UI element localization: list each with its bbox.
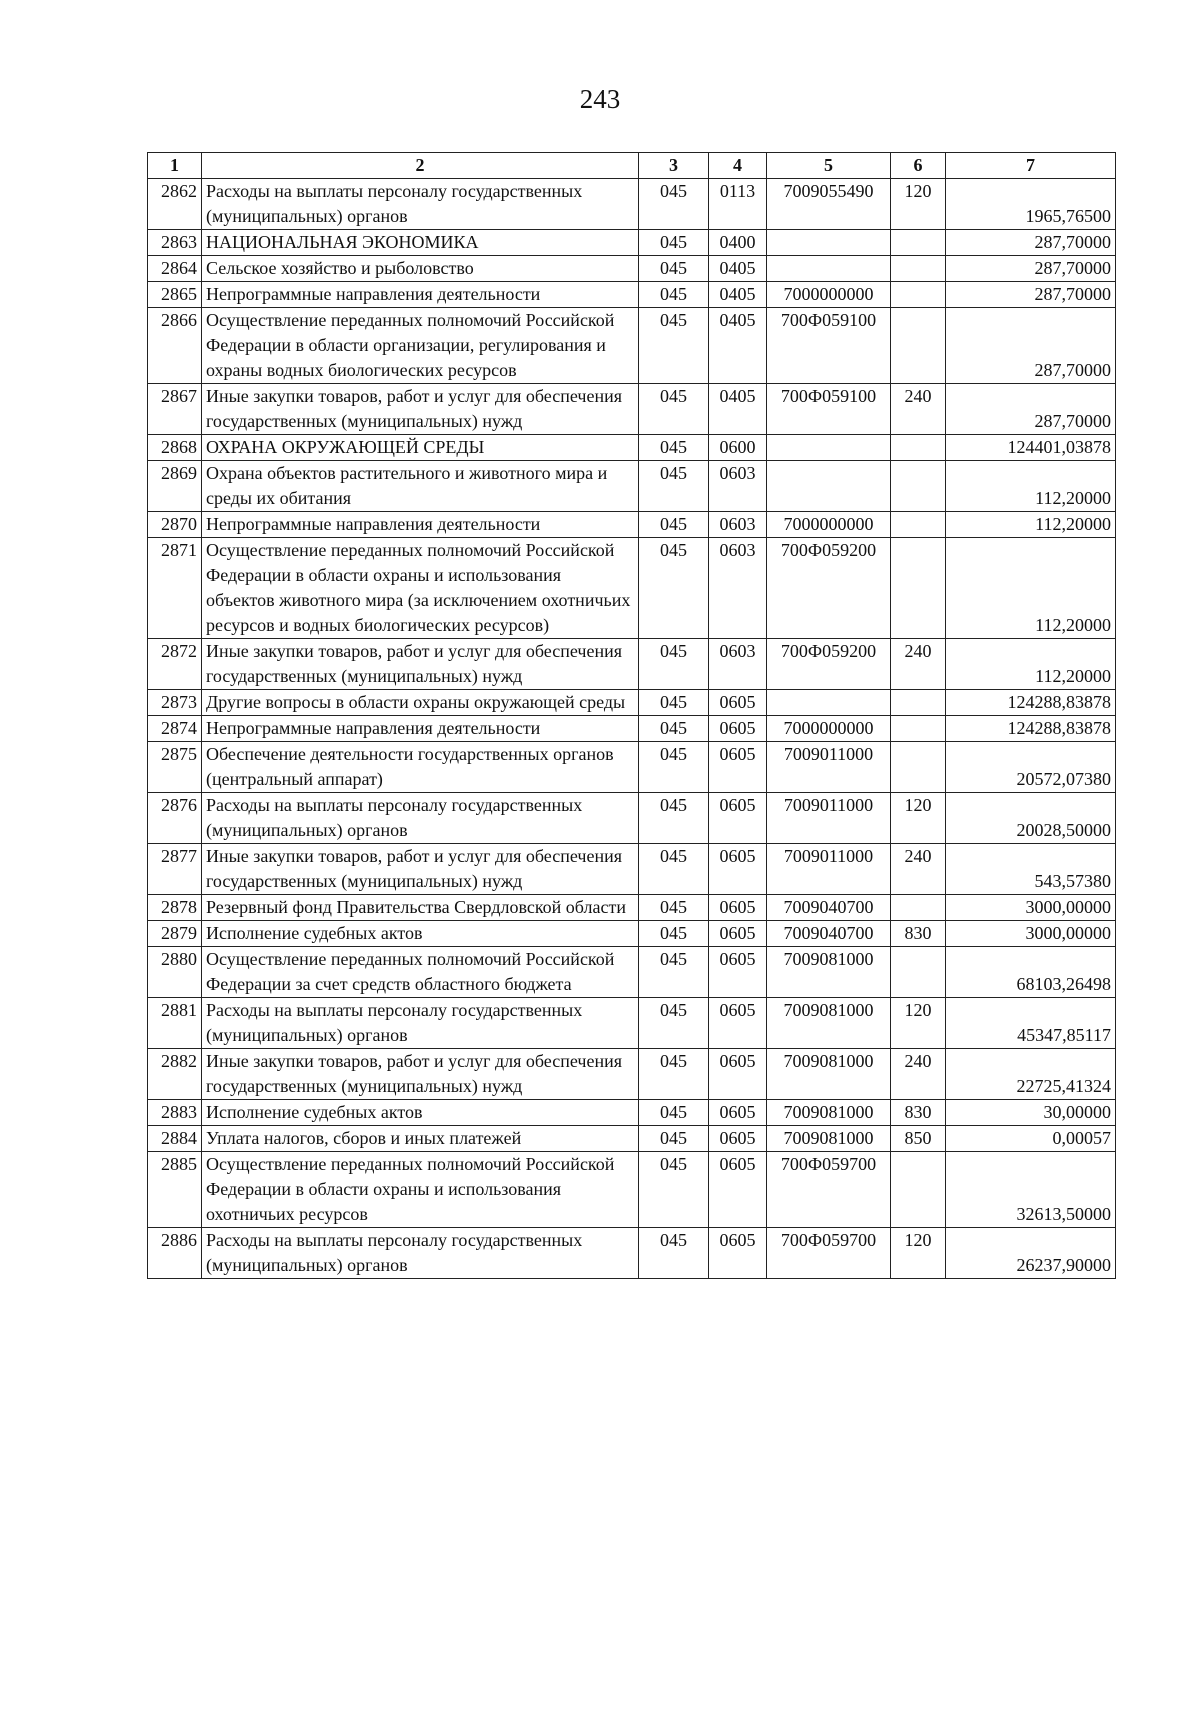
row-code-3: 045 (639, 690, 709, 716)
row-name: Сельское хозяйство и рыболовство (202, 256, 639, 282)
row-sum: 112,20000 (946, 538, 1116, 639)
row-code-5: 7009081000 (767, 1049, 891, 1100)
row-code-5: 7009011000 (767, 844, 891, 895)
row-number: 2870 (148, 512, 202, 538)
row-name: Уплата налогов, сборов и иных платежей (202, 1126, 639, 1152)
row-code-4: 0400 (709, 230, 767, 256)
row-sum: 287,70000 (946, 282, 1116, 308)
table-row (148, 230, 1116, 256)
row-sum: 20572,07380 (946, 742, 1116, 793)
row-code-6 (891, 742, 946, 793)
header-cell: 1 (148, 153, 202, 179)
row-sum: 124288,83878 (946, 716, 1116, 742)
row-number: 2868 (148, 435, 202, 461)
row-number: 2874 (148, 716, 202, 742)
page-number: 243 (579, 84, 621, 114)
row-code-3: 045 (639, 179, 709, 230)
row-code-3: 045 (639, 793, 709, 844)
row-code-3: 045 (639, 998, 709, 1049)
row-code-4: 0605 (709, 844, 767, 895)
row-code-6 (891, 512, 946, 538)
row-sum: 543,57380 (946, 844, 1116, 895)
row-number: 2862 (148, 179, 202, 230)
row-code-3: 045 (639, 742, 709, 793)
row-code-4: 0605 (709, 1126, 767, 1152)
table-row (148, 282, 1116, 308)
row-code-4: 0113 (709, 179, 767, 230)
row-code-4: 0405 (709, 384, 767, 435)
row-code-5: 700Ф059100 (767, 384, 891, 435)
row-name: Осуществление переданных полномочий Российской Федерации за счет средств областного бюджета (202, 947, 639, 998)
row-code-5: 7000000000 (767, 512, 891, 538)
row-code-5 (767, 435, 891, 461)
row-sum: 3000,00000 (946, 895, 1116, 921)
row-code-6: 830 (891, 1100, 946, 1126)
row-name: Резервный фонд Правительства Свердловской области (202, 895, 639, 921)
row-code-5: 700Ф059100 (767, 308, 891, 384)
row-code-3: 045 (639, 1152, 709, 1228)
row-code-6 (891, 690, 946, 716)
table-row (148, 435, 1116, 461)
row-code-4: 0603 (709, 461, 767, 512)
row-number: 2875 (148, 742, 202, 793)
row-name: Осуществление переданных полномочий Российской Федерации в области охраны и использования охотничьих ресурсов (202, 1152, 639, 1228)
row-code-4: 0600 (709, 435, 767, 461)
table-row (148, 384, 1116, 435)
row-code-6: 240 (891, 639, 946, 690)
row-sum: 45347,85117 (946, 998, 1116, 1049)
header-cell: 5 (767, 153, 891, 179)
header-cell: 3 (639, 153, 709, 179)
row-code-6: 120 (891, 998, 946, 1049)
row-code-5 (767, 690, 891, 716)
row-code-6 (891, 895, 946, 921)
row-code-5: 7000000000 (767, 716, 891, 742)
row-code-5: 7009055490 (767, 179, 891, 230)
row-sum: 287,70000 (946, 384, 1116, 435)
row-number: 2883 (148, 1100, 202, 1126)
row-number: 2873 (148, 690, 202, 716)
header-cell: 2 (202, 153, 639, 179)
row-code-4: 0405 (709, 282, 767, 308)
row-code-6 (891, 1152, 946, 1228)
row-code-3: 045 (639, 282, 709, 308)
table-row (148, 538, 1116, 639)
table-row (148, 793, 1116, 844)
row-code-5: 7009011000 (767, 742, 891, 793)
row-number: 2882 (148, 1049, 202, 1100)
row-code-4: 0405 (709, 256, 767, 282)
table-row (148, 1049, 1116, 1100)
row-code-5: 7009081000 (767, 1100, 891, 1126)
header-cell: 7 (946, 153, 1116, 179)
row-name: Исполнение судебных актов (202, 921, 639, 947)
row-code-4: 0605 (709, 716, 767, 742)
table-row (148, 512, 1116, 538)
row-code-3: 045 (639, 716, 709, 742)
row-code-6: 120 (891, 179, 946, 230)
row-sum: 26237,90000 (946, 1228, 1116, 1279)
row-code-4: 0605 (709, 1228, 767, 1279)
row-code-3: 045 (639, 256, 709, 282)
row-code-6 (891, 716, 946, 742)
table-row (148, 895, 1116, 921)
row-sum: 0,00057 (946, 1126, 1116, 1152)
row-code-3: 045 (639, 308, 709, 384)
row-code-6 (891, 230, 946, 256)
row-sum: 112,20000 (946, 639, 1116, 690)
row-sum: 112,20000 (946, 461, 1116, 512)
row-code-6 (891, 435, 946, 461)
table-row (148, 308, 1116, 384)
row-number: 2863 (148, 230, 202, 256)
row-sum: 32613,50000 (946, 1152, 1116, 1228)
row-number: 2884 (148, 1126, 202, 1152)
table-row (148, 1152, 1116, 1228)
row-code-4: 0603 (709, 538, 767, 639)
row-code-3: 045 (639, 384, 709, 435)
row-code-6 (891, 461, 946, 512)
table-row (148, 947, 1116, 998)
row-number: 2878 (148, 895, 202, 921)
row-name: НАЦИОНАЛЬНАЯ ЭКОНОМИКА (202, 230, 639, 256)
table-row (148, 1100, 1116, 1126)
row-code-3: 045 (639, 512, 709, 538)
row-code-3: 045 (639, 1049, 709, 1100)
row-number: 2879 (148, 921, 202, 947)
row-code-6: 240 (891, 844, 946, 895)
row-code-3: 045 (639, 1100, 709, 1126)
row-name: Иные закупки товаров, работ и услуг для обеспечения государственных (муниципальных) нужд (202, 639, 639, 690)
row-code-3: 045 (639, 639, 709, 690)
row-code-4: 0605 (709, 1049, 767, 1100)
row-name: Расходы на выплаты персоналу государственных (муниципальных) органов (202, 179, 639, 230)
row-code-4: 0603 (709, 639, 767, 690)
table-row (148, 844, 1116, 895)
table-row (148, 1126, 1116, 1152)
row-name: ОХРАНА ОКРУЖАЮЩЕЙ СРЕДЫ (202, 435, 639, 461)
row-name: Расходы на выплаты персоналу государственных (муниципальных) органов (202, 1228, 639, 1279)
row-code-3: 045 (639, 538, 709, 639)
row-sum: 1965,76500 (946, 179, 1116, 230)
row-name: Иные закупки товаров, работ и услуг для обеспечения государственных (муниципальных) нужд (202, 1049, 639, 1100)
row-code-3: 045 (639, 921, 709, 947)
table-row (148, 742, 1116, 793)
row-code-6 (891, 308, 946, 384)
row-code-6: 120 (891, 793, 946, 844)
row-code-3: 045 (639, 435, 709, 461)
row-sum: 112,20000 (946, 512, 1116, 538)
row-code-6: 830 (891, 921, 946, 947)
row-code-5: 7009081000 (767, 947, 891, 998)
row-sum: 124288,83878 (946, 690, 1116, 716)
row-sum: 20028,50000 (946, 793, 1116, 844)
row-name: Осуществление переданных полномочий Российской Федерации в области организации, регулирования и охраны водных биологических ресурсов (202, 308, 639, 384)
row-number: 2865 (148, 282, 202, 308)
table-row (148, 639, 1116, 690)
row-code-4: 0605 (709, 793, 767, 844)
row-name: Обеспечение деятельности государственных органов (центральный аппарат) (202, 742, 639, 793)
row-sum: 287,70000 (946, 256, 1116, 282)
row-code-5: 7009011000 (767, 793, 891, 844)
row-code-3: 045 (639, 895, 709, 921)
row-sum: 30,00000 (946, 1100, 1116, 1126)
header-cell: 6 (891, 153, 946, 179)
row-code-5 (767, 256, 891, 282)
row-sum: 124401,03878 (946, 435, 1116, 461)
row-sum: 287,70000 (946, 308, 1116, 384)
row-code-3: 045 (639, 947, 709, 998)
table-row (148, 256, 1116, 282)
row-name: Иные закупки товаров, работ и услуг для обеспечения государственных (муниципальных) нужд (202, 844, 639, 895)
row-name: Исполнение судебных актов (202, 1100, 639, 1126)
row-code-4: 0605 (709, 690, 767, 716)
row-code-5: 700Ф059200 (767, 639, 891, 690)
row-number: 2886 (148, 1228, 202, 1279)
row-code-5: 7009040700 (767, 895, 891, 921)
row-code-6: 850 (891, 1126, 946, 1152)
row-code-5: 700Ф059200 (767, 538, 891, 639)
row-code-3: 045 (639, 1126, 709, 1152)
row-number: 2871 (148, 538, 202, 639)
row-number: 2869 (148, 461, 202, 512)
row-number: 2864 (148, 256, 202, 282)
row-code-6 (891, 256, 946, 282)
row-name: Непрограммные направления деятельности (202, 512, 639, 538)
header-row (148, 153, 1116, 179)
table-row (148, 461, 1116, 512)
row-sum: 3000,00000 (946, 921, 1116, 947)
row-name: Другие вопросы в области охраны окружающей среды (202, 690, 639, 716)
row-number: 2877 (148, 844, 202, 895)
row-code-5 (767, 230, 891, 256)
row-number: 2866 (148, 308, 202, 384)
row-sum: 287,70000 (946, 230, 1116, 256)
row-number: 2872 (148, 639, 202, 690)
row-name: Осуществление переданных полномочий Российской Федерации в области охраны и использования объектов животного мира (за исключением охотничьих ресурсов и водных биологических ресурсов) (202, 538, 639, 639)
row-number: 2876 (148, 793, 202, 844)
table-row (148, 179, 1116, 230)
row-sum: 22725,41324 (946, 1049, 1116, 1100)
table-row (148, 1228, 1116, 1279)
table-row (148, 690, 1116, 716)
table-row (148, 716, 1116, 742)
row-name: Непрограммные направления деятельности (202, 716, 639, 742)
row-name: Расходы на выплаты персоналу государственных (муниципальных) органов (202, 998, 639, 1049)
row-code-3: 045 (639, 230, 709, 256)
row-code-3: 045 (639, 461, 709, 512)
table-row (148, 998, 1116, 1049)
row-code-4: 0605 (709, 742, 767, 793)
row-code-6 (891, 947, 946, 998)
row-code-3: 045 (639, 844, 709, 895)
row-code-5: 7009081000 (767, 998, 891, 1049)
row-name: Расходы на выплаты персоналу государственных (муниципальных) органов (202, 793, 639, 844)
row-number: 2880 (148, 947, 202, 998)
row-code-6 (891, 538, 946, 639)
header-cell: 4 (709, 153, 767, 179)
row-code-4: 0605 (709, 947, 767, 998)
row-number: 2881 (148, 998, 202, 1049)
row-name: Иные закупки товаров, работ и услуг для обеспечения государственных (муниципальных) нужд (202, 384, 639, 435)
row-code-6: 240 (891, 384, 946, 435)
row-code-4: 0405 (709, 308, 767, 384)
row-name: Охрана объектов растительного и животного мира и среды их обитания (202, 461, 639, 512)
row-code-4: 0605 (709, 1100, 767, 1126)
row-code-5: 700Ф059700 (767, 1228, 891, 1279)
row-sum: 68103,26498 (946, 947, 1116, 998)
row-code-6: 120 (891, 1228, 946, 1279)
row-code-6: 240 (891, 1049, 946, 1100)
row-code-3: 045 (639, 1228, 709, 1279)
row-code-4: 0603 (709, 512, 767, 538)
row-code-5 (767, 461, 891, 512)
row-number: 2885 (148, 1152, 202, 1228)
row-code-5: 7000000000 (767, 282, 891, 308)
row-code-6 (891, 282, 946, 308)
row-number: 2867 (148, 384, 202, 435)
table-row (148, 921, 1116, 947)
row-code-5: 7009040700 (767, 921, 891, 947)
row-name: Непрограммные направления деятельности (202, 282, 639, 308)
row-code-4: 0605 (709, 1152, 767, 1228)
row-code-4: 0605 (709, 895, 767, 921)
budget-table (147, 152, 1116, 1279)
row-code-5: 7009081000 (767, 1126, 891, 1152)
row-code-4: 0605 (709, 998, 767, 1049)
row-code-5: 700Ф059700 (767, 1152, 891, 1228)
row-code-4: 0605 (709, 921, 767, 947)
